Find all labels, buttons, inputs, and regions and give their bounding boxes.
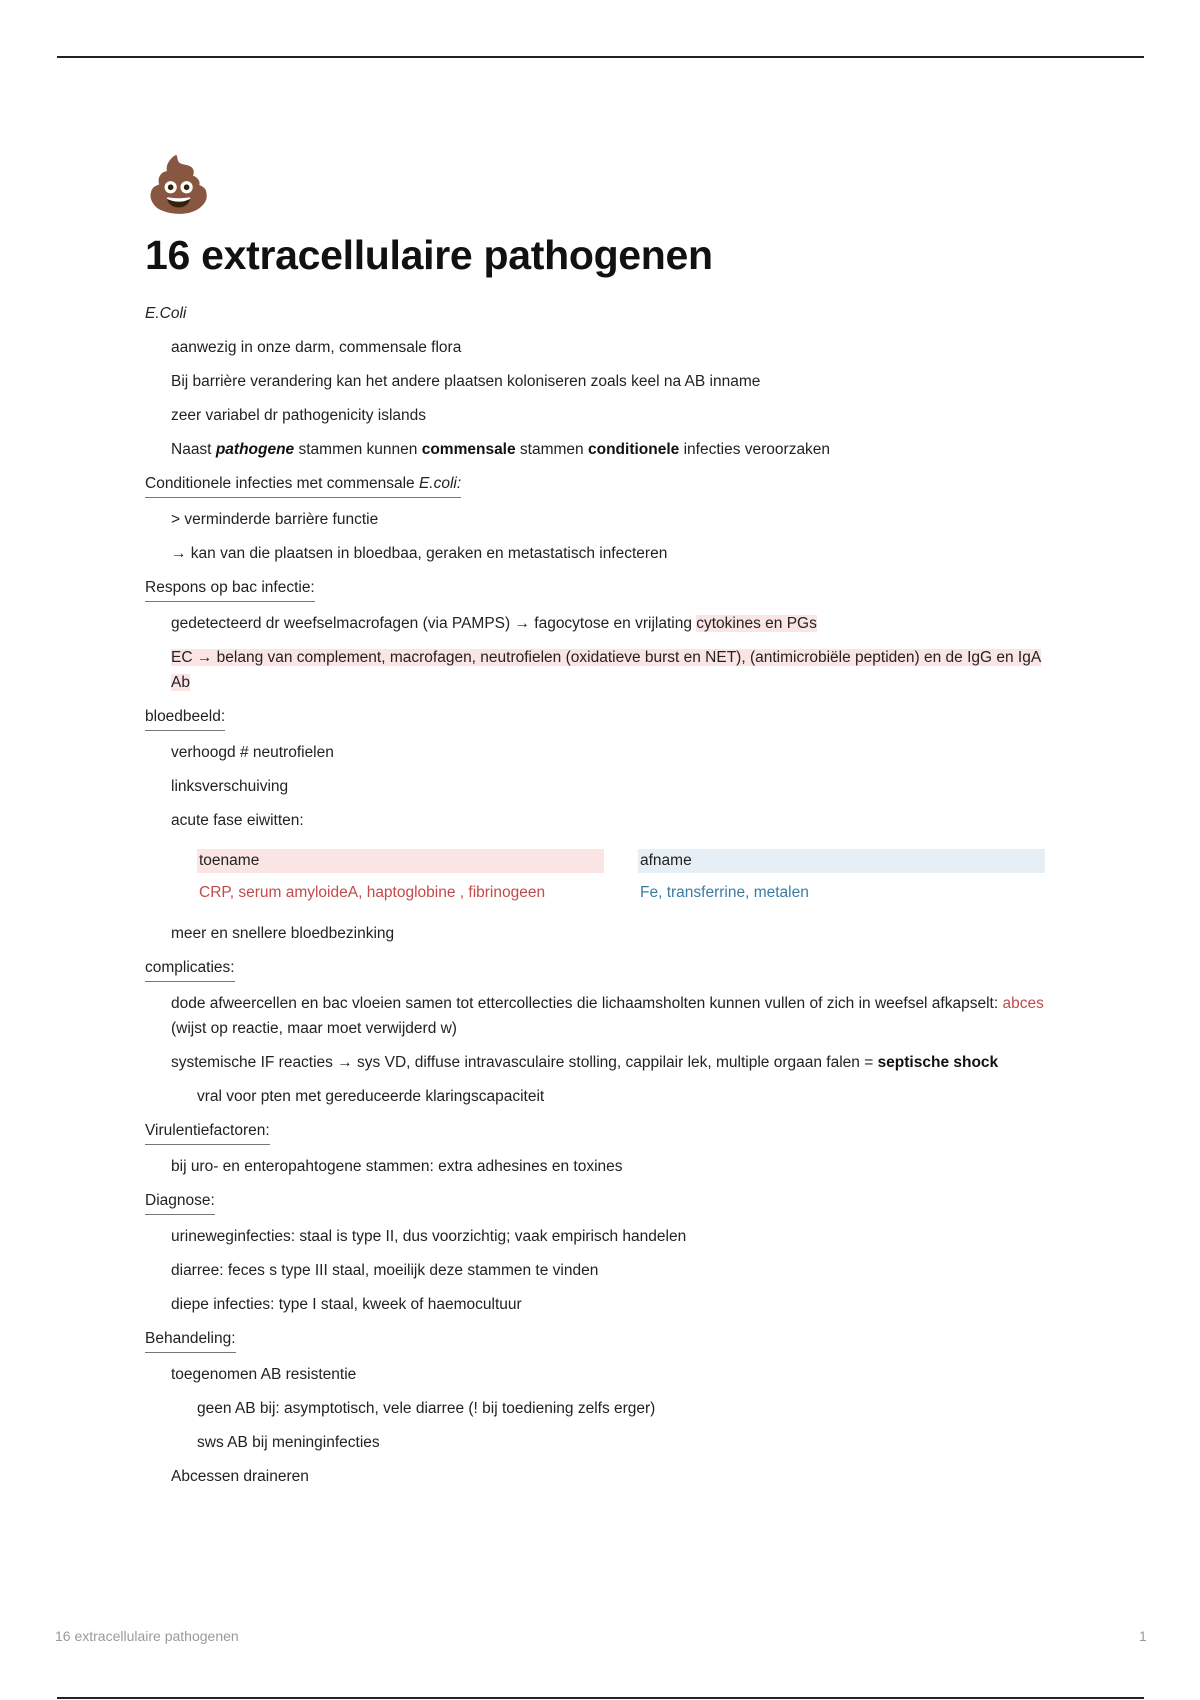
list-item: zeer variabel dr pathogenicity islands [171, 407, 427, 425]
list-item: bij uro- en enteropahtogene stammen: extra adhesines en toxines [171, 1158, 623, 1176]
list-item: acute fase eiwitten: [171, 812, 304, 830]
list-item: meer en snellere bloedbezinking [171, 925, 395, 943]
list-item: geen AB bij: asymptotisch, vele diarree (! bij toediening zelfs erger) [197, 1400, 656, 1418]
section-heading-complicaties: complicaties: [145, 955, 1045, 982]
section-heading-virulentie: Virulentiefactoren: [145, 1118, 1045, 1145]
section-heading-behandeling: Behandeling: [145, 1326, 1045, 1353]
list-item: Abcessen draineren [171, 1468, 309, 1486]
list-item: diarree: feces s type III staal, moeilijk deze stammen te vinden [171, 1262, 599, 1280]
table-column-toename [197, 849, 604, 905]
footer-page-number: 1 [1139, 1628, 1147, 1644]
top-rule [57, 56, 1144, 58]
list-item: toegenomen AB resistentie [171, 1366, 357, 1384]
document-body [145, 153, 1045, 1498]
list-item: gedetecteerd dr weefselmacrofagen (via PAMPS) → fagocytose en vrijlating cytokines en PGs [171, 615, 817, 633]
table-header-afname: afname [638, 849, 1045, 873]
section-heading-conditionele: Conditionele infecties met commensale E.coli: [145, 471, 1045, 498]
section-heading-bloedbeeld: bloedbeeld: [145, 704, 1045, 731]
list-item: Naast pathogene stammen kunnen commensale stammen conditionele infecties veroorzaken [171, 441, 831, 459]
table-cell-toename: CRP, serum amyloideA, haptoglobine , fibrinogeen [199, 884, 546, 902]
table-cell-afname: Fe, transferrine, metalen [640, 884, 809, 902]
acute-fase-table [197, 849, 1045, 905]
page-title: 16 extracellulaire pathogenen [145, 232, 713, 278]
poop-emoji-icon: 💩 [145, 153, 213, 216]
list-item: diepe infecties: type I staal, kweek of haemocultuur [171, 1296, 522, 1314]
section-heading-ecoli: E.Coli [145, 305, 187, 323]
list-item: EC → belang van complement, macrofagen, neutrofielen (oxidatieve burst en NET), (antimicrobiële peptiden) en de IgG en IgA Ab [171, 649, 1042, 692]
list-item: verhoogd # neutrofielen [171, 744, 334, 762]
footer-title: 16 extracellulaire pathogenen [55, 1628, 239, 1644]
list-item: linksverschuiving [171, 778, 289, 796]
list-item: dode afweercellen en bac vloeien samen tot ettercollecties die lichaamsholten kunnen vullen of zich in weefsel afkapselt: abces (wijst op reactie, maar moet verwijderd w) [171, 995, 1044, 1038]
table-column-afname [638, 849, 1045, 905]
list-item: systemische IF reacties → sys VD, diffuse intravasculaire stolling, cappilair lek, multiple orgaan falen = septische shock [171, 1054, 999, 1072]
list-item: vral voor pten met gereduceerde klaringscapaciteit [197, 1088, 545, 1106]
list-item: urineweginfecties: staal is type II, dus voorzichtig; vaak empirisch handelen [171, 1228, 687, 1246]
bottom-rule [57, 1697, 1144, 1699]
list-item: > verminderde barrière functie [171, 511, 379, 529]
table-header-toename: toename [197, 849, 604, 873]
list-item: → kan van die plaatsen in bloedbaa, geraken en metastatisch infecteren [171, 545, 668, 563]
section-heading-diagnose: Diagnose: [145, 1188, 1045, 1215]
list-item: aanwezig in onze darm, commensale flora [171, 339, 462, 357]
list-item: Bij barrière verandering kan het andere plaatsen koloniseren zoals keel na AB inname [171, 373, 761, 391]
section-heading-respons: Respons op bac infectie: [145, 575, 1045, 602]
list-item: sws AB bij meninginfecties [197, 1434, 380, 1452]
